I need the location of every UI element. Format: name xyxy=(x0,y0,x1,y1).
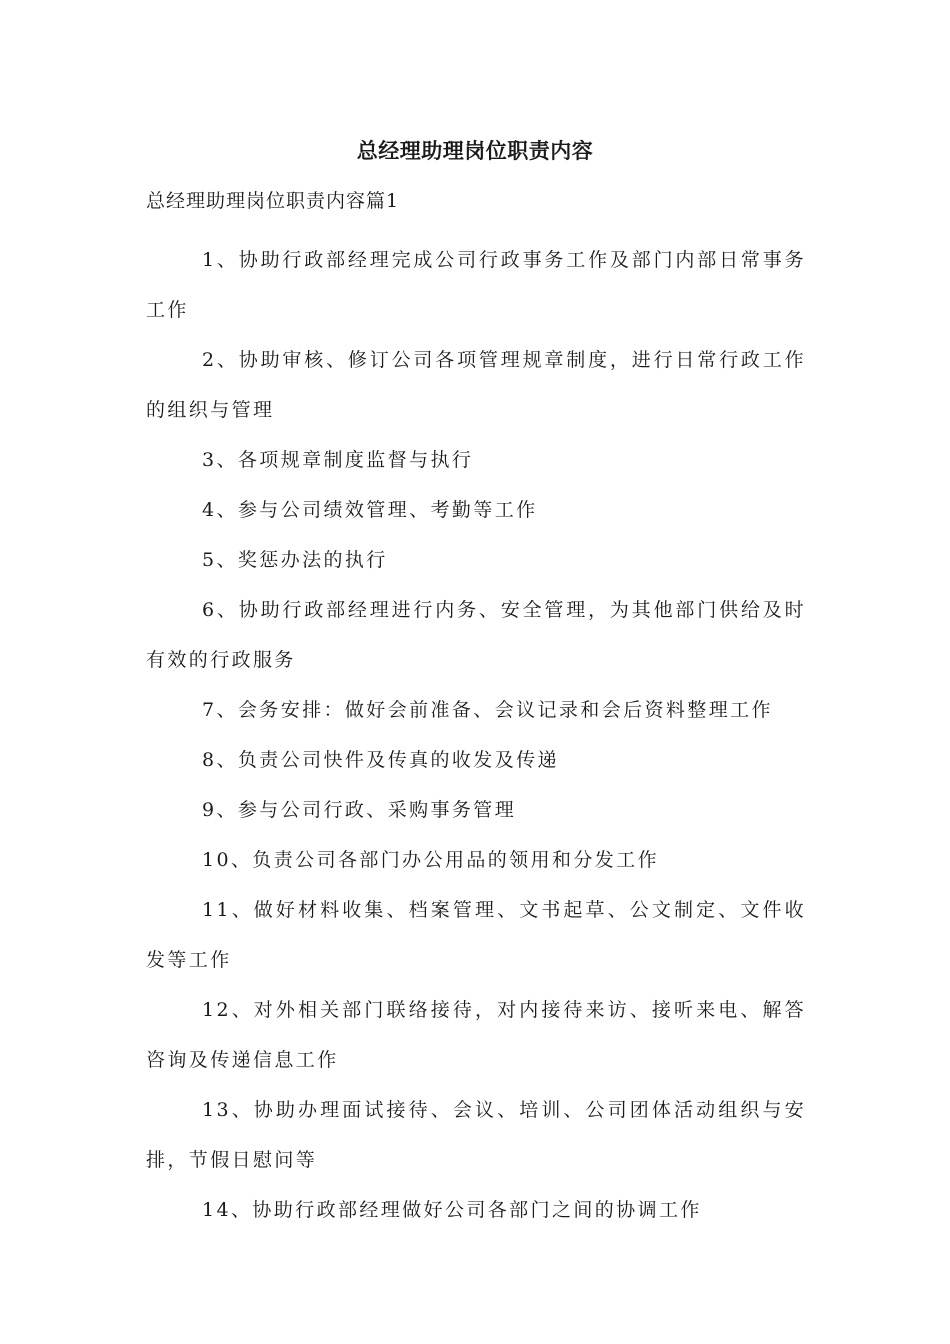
duty-item-10: 10、负责公司各部门办公用品的领用和分发工作 xyxy=(202,849,659,871)
duty-item-9: 9、参与公司行政、采购事务管理 xyxy=(202,799,517,821)
duty-item-11: 11、做好材料收集、档案管理、文书起草、公文制定、文件收发等工作 xyxy=(146,899,806,971)
duty-item-14: 14、协助行政部经理做好公司各部门之间的协调工作 xyxy=(202,1199,702,1221)
duty-item-1: 1、协助行政部经理完成公司行政事务工作及部门内部日常事务工作 xyxy=(146,249,806,321)
duty-item-8: 8、负责公司快件及传真的收发及传递 xyxy=(202,749,559,771)
duty-item-4: 4、参与公司绩效管理、考勤等工作 xyxy=(202,499,538,521)
duty-item-12: 12、对外相关部门联络接待，对内接待来访、接听来电、解答咨询及传递信息工作 xyxy=(146,999,806,1071)
document-title: 总经理助理岗位职责内容 xyxy=(356,139,594,163)
duty-item-6: 6、协助行政部经理进行内务、安全管理，为其他部门供给及时有效的行政服务 xyxy=(146,599,806,671)
duty-item-2: 2、协助审核、修订公司各项管理规章制度，进行日常行政工作的组织与管理 xyxy=(146,349,806,421)
duty-item-7: 7、会务安排：做好会前准备、会议记录和会后资料整理工作 xyxy=(202,699,773,721)
duty-item-3: 3、各项规章制度监督与执行 xyxy=(202,449,474,471)
section-heading: 总经理助理岗位职责内容篇1 xyxy=(146,190,400,212)
duty-item-5: 5、奖惩办法的执行 xyxy=(202,549,388,571)
duty-item-13: 13、协助办理面试接待、会议、培训、公司团体活动组织与安排，节假日慰问等 xyxy=(146,1099,806,1171)
document-body xyxy=(146,235,806,1235)
